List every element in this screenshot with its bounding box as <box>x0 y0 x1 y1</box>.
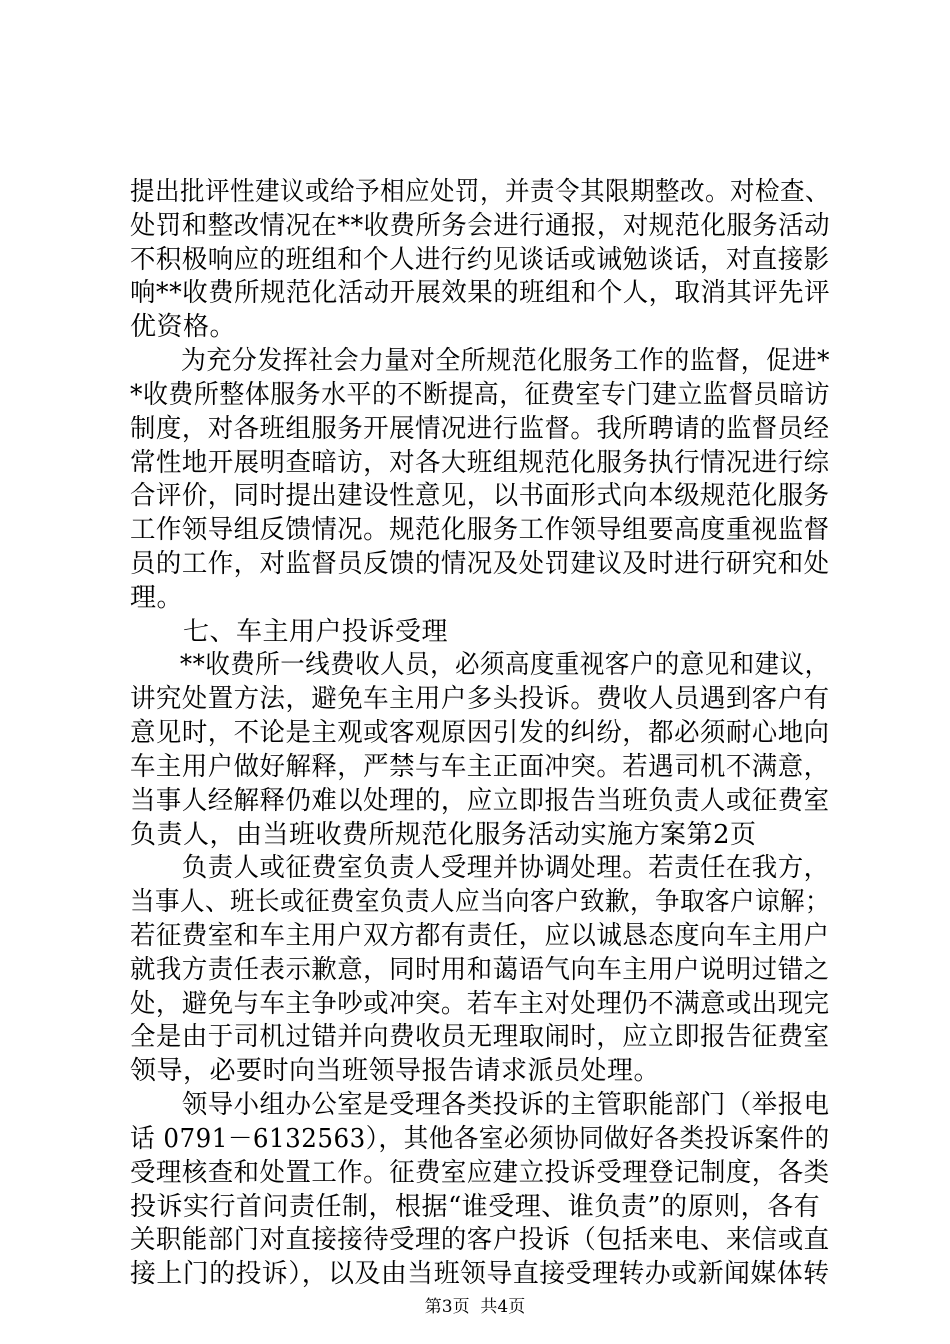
text-line: 员的工作，对监督员反馈的情况及处罚建议及时进行研究和处 <box>130 549 830 579</box>
section-heading: 七、车主用户投诉受理 <box>130 616 449 647</box>
text-line: 领导，必要时向当班领导报告请求派员处理。 <box>130 1056 661 1087</box>
text-line: 常性地开展明查暗访，对各大班组规范化服务执行情况进行综 <box>130 447 830 478</box>
text-line: 制度，对各班组服务开展情况进行监督。我所聘请的监督员经 <box>130 413 830 444</box>
text-line: 当事人经解释仍难以处理的，应立即报告当班负责人或征费室 <box>130 785 830 816</box>
text-line: 车主用户做好解释，严禁与车主正面冲突。若遇司机不满意， <box>130 751 830 782</box>
text-line: 为充分发挥社会力量对全所规范化服务工作的监督，促进* <box>130 346 831 377</box>
text-line: 处罚和整改情况在**收费所务会进行通报，对规范化服务活动 <box>130 210 831 241</box>
text-line: 接上门的投诉），以及由当班领导直接受理转办或新闻媒体转 <box>130 1259 830 1290</box>
text-line: *收费所整体服务水平的不断提高，征费室专门建立监督员暗访 <box>130 379 831 410</box>
text-line: 领导小组办公室是受理各类投诉的主管职能部门（举报电 <box>130 1090 830 1121</box>
text-line: 当事人、班长或征费室负责人应当向客户致歉，争取客户谅解； <box>130 887 831 918</box>
text-line: 理。 <box>130 582 184 613</box>
text-line: 投诉实行首问责任制，根据“谁受理、谁负责”的原则，各有 <box>130 1191 821 1222</box>
text-line: 就我方责任表示歉意，同时用和蔼语气向车主用户说明过错之 <box>130 954 830 985</box>
text-line: 提出批评性建议或给予相应处罚，并责令其限期整改。对检查、 <box>130 177 831 207</box>
text-line: 优资格。 <box>130 312 237 343</box>
text-line: 响**收费所规范化活动开展效果的班组和个人，取消其评先评 <box>130 278 831 309</box>
text-line: 全是由于司机过错并向费收员无理取闹时，应立即报告征费室 <box>130 1022 830 1053</box>
text-line: 不积极响应的班组和个人进行约见谈话或诫勉谈话，对直接影 <box>130 244 830 275</box>
text-line: 话 0791－6132563），其他各室必须协同做好各类投诉案件的 <box>130 1123 830 1154</box>
text-line: 关职能部门对直接接待受理的客户投诉（包括来电、来信或直 <box>130 1225 830 1256</box>
text-line: 讲究处置方法，避免车主用户多头投诉。费收人员遇到客户有 <box>130 684 830 715</box>
page-footer: 第3页 共4页 <box>424 1297 526 1317</box>
text-line: 意见时，不论是主观或客观原因引发的纠纷，都必须耐心地向 <box>130 718 830 749</box>
text-line: 负责人或征费室负责人受理并协调处理。若责任在我方， <box>130 853 830 884</box>
text-line: 若征费室和车主用户双方都有责任，应以诚恳态度向车主用户 <box>130 921 830 951</box>
text-line: 受理核查和处置工作。征费室应建立投诉受理登记制度，各类 <box>130 1157 830 1188</box>
text-line: 工作领导组反馈情况。规范化服务工作领导组要高度重视监督 <box>130 515 830 546</box>
text-line: 合评价，同时提出建设性意见，以书面形式向本级规范化服务 <box>130 481 830 512</box>
text-line: 处，避免与车主争吵或冲突。若车主对处理仍不满意或出现完 <box>130 988 830 1019</box>
text-line: **收费所一线费收人员，必须高度重视客户的意见和建议， <box>130 650 830 681</box>
text-line: 负责人，由当班收费所规范化服务活动实施方案第2页 <box>130 819 757 850</box>
